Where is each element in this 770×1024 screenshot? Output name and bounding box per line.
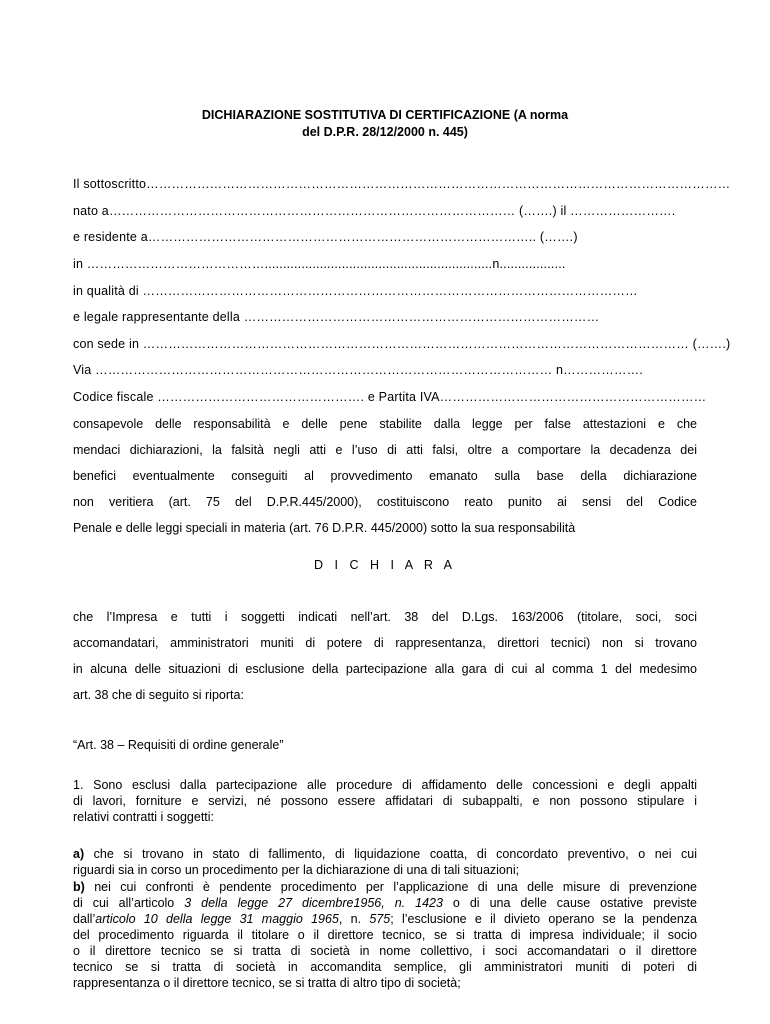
declaration-line: consapevole delle responsabilità e delle pene stabilite dalla legge per false attestazioni e che: [73, 417, 697, 431]
letter-b-text: ; l’esclusione e il divieto operano se la pendenza: [390, 912, 697, 926]
letter-a-text: che si trovano in stato di fallimento, di liquidazione coatta, di concordato preventivo, o nei cui: [84, 847, 697, 861]
letter-b-label: b): [73, 880, 85, 894]
letter-b-text: o di una delle cause ostative previste: [442, 896, 697, 910]
form-line-legale-rappresentante: e legale rappresentante della …………………………………………………………………………: [73, 310, 600, 324]
letter-b-line-5: o il direttore tecnico se si tratta di società in nome collettivo, i soci accomandatari o il direttore: [73, 944, 697, 958]
declaration-line: benefici eventualmente conseguiti al provvedimento emanato sulla base della dichiarazione: [73, 469, 697, 483]
form-line-in: in ……………………………………..............................................................n..................: [73, 257, 566, 271]
statement-line: art. 38 che di seguito si riporta:: [73, 688, 244, 702]
form-line-qualita: in qualità di ………………………………………………………………………………………………………: [73, 284, 638, 298]
letter-b-line-4: del procedimento riguarda il titolare o il direttore tecnico, se si tratta di impresa individuale; il socio: [73, 928, 697, 942]
declaration-paragraph: [73, 416, 697, 546]
point-1-line: 1. Sono esclusi dalla partecipazione alle procedure di affidamento delle concessioni e degli appalti: [73, 778, 697, 792]
letter-b-line-3: [73, 911, 697, 927]
letter-b-line-2: [73, 895, 697, 911]
statement-line: accomandatari, amministratori muniti di potere di rappresentanza, direttori tecnici) non si trovano: [73, 636, 697, 650]
declaration-line: mendaci dichiarazioni, la falsità negli atti e l’uso di atti falsi, oltre a comportare la decadenza dei: [73, 443, 697, 457]
letter-a-paragraph: [73, 846, 697, 878]
letter-b-line-6: tecnico se si tratta di società in accomandita semplice, gli amministratori muniti di poteri di: [73, 960, 697, 974]
dichiara-heading: D I C H I A R A: [314, 558, 456, 572]
letter-a-line-1: [73, 846, 697, 862]
letter-b-paragraph: [73, 879, 697, 991]
letter-b-text: , n.: [338, 912, 370, 926]
point-1-line: di lavori, forniture e servizi, né possono essere affidatari di subappalti, e non possono stipulare i: [73, 794, 697, 808]
title-line-1: DICHIARAZIONE SOSTITUTIVA DI CERTIFICAZIONE (A norma: [201, 108, 569, 122]
document-title: [150, 107, 620, 141]
letter-b-text: nei cui confronti è pendente procedimento per l’applicazione di una delle misure di prevenzione: [84, 880, 697, 894]
title-line-2: del D.P.R. 28/12/2000 n. 445): [302, 125, 468, 139]
law-reference: 575: [369, 912, 391, 926]
letter-a-label: a): [73, 847, 85, 861]
declaration-line: non veritiera (art. 75 del D.P.R.445/2000), costituiscono reato punito ai sensi del Codice: [73, 495, 697, 509]
statement-line: che l’Impresa e tutti i soggetti indicati nell’art. 38 del D.Lgs. 163/2006 (titolare, soci, soci: [73, 610, 697, 624]
letter-a-line-2: riguardi sia in corso un procedimento per la dichiarazione di una di tali situazioni;: [73, 863, 520, 877]
form-line-residente: e residente a……………………………………………………………………………….. (…….): [73, 230, 578, 244]
point-1-line: relativi contratti i soggetti:: [73, 810, 215, 824]
form-line-nato: nato a…………………………………………………………………………………… (…….) il …………………….: [73, 204, 676, 218]
law-reference: articolo 10 della legge 31 maggio 1965: [95, 912, 339, 926]
law-reference: 3 della legge 27 dicembre1956, n. 1423: [184, 896, 443, 910]
form-line-via: Via ……………………………………………………………………………………………… n……………….: [73, 363, 644, 377]
form-line-sottoscritto: Il sottoscritto…………………………………………………………………………………………………………………………: [73, 177, 731, 191]
statement-line: in alcuna delle situazioni di esclusione della partecipazione alla gara di cui al comma 1 del medesimo: [73, 662, 697, 676]
letter-b-line-7: rappresentanza o il direttore tecnico, se si tratta di altro tipo di società;: [73, 976, 461, 990]
letter-b-text: di cui all’articolo: [73, 896, 185, 910]
article-heading: “Art. 38 – Requisiti di ordine generale”: [73, 738, 284, 752]
declaration-line: Penale e delle leggi speciali in materia (art. 76 D.P.R. 445/2000) sotto la sua responsabilità: [73, 521, 576, 535]
form-line-sede: con sede in ………………………………………………………………………………………………………………… (…….): [73, 337, 731, 351]
point-1-paragraph: [73, 777, 697, 825]
letter-b-text: dall’: [73, 912, 96, 926]
letter-b-line-1: [73, 879, 697, 895]
form-line-codice-fiscale: Codice fiscale …………………………………………. e Partita IVA………………………………………………………: [73, 390, 707, 404]
statement-paragraph: [73, 609, 697, 713]
